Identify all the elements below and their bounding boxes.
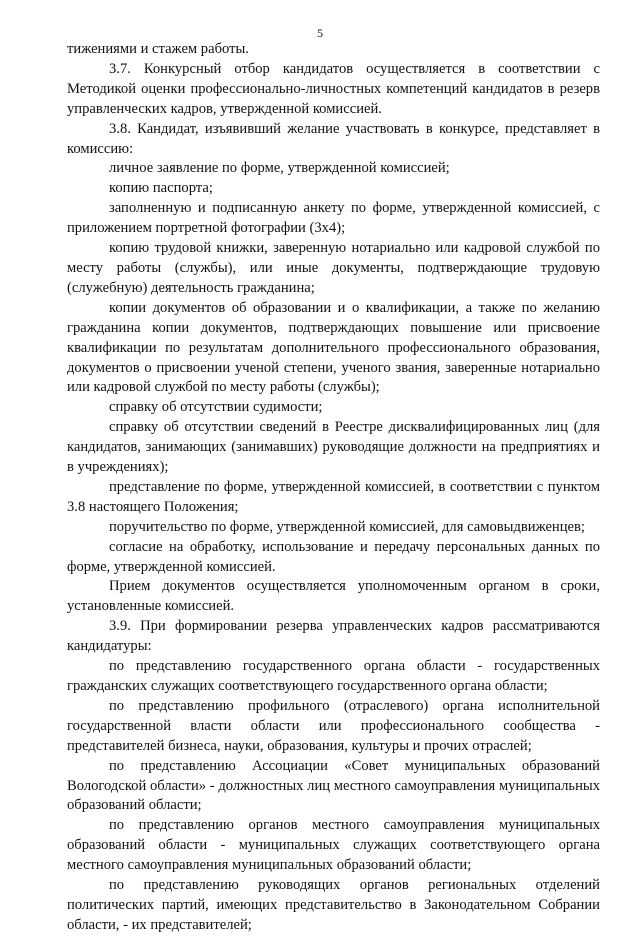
paragraph-1: тижениями и стажем работы. [67, 41, 249, 57]
document-body [67, 40, 600, 936]
paragraph-2: 3.7. Конкурсный отбор кандидатов осуществляется в соответствии с Методикой оценки профессионально-личностных компетенций кандидатов в резерв управленческих кадров, утвержденной комиссией. [67, 60, 600, 117]
paragraph-5: копию паспорта; [109, 180, 213, 197]
paragraph-20: по представлению руководящих органов региональных отделений политических партий, имеющих представительство в Законодательном Собрании области, - их представителей; [67, 877, 600, 933]
paragraph-16: по представлению государственного органа области - государственных гражданских служащих соответствующего государственного органа области; [67, 658, 600, 694]
paragraph-15: 3.9. При формировании резерва управленческих кадров рассматриваются кандидатуры: [67, 618, 600, 655]
page-number: 5 [317, 26, 323, 40]
paragraph-9: справку об отсутствии судимости; [109, 399, 323, 416]
paragraph-6: заполненную и подписанную анкету по форме, утвержденной комиссией, с приложением портретной фотографии (3х4); [67, 200, 600, 237]
paragraph-8: копии документов об образовании и о квалификации, а также по желанию гражданина копии документов, подтверждающих повышение или присвоение квалификации по результатам дополнительного профессионального образования, документов о присвоении ученой степени, ученого звания, заверенные нотариально или кадровой службой по месту работы (службы); [67, 299, 600, 396]
paragraph-12: поручительство по форме, утвержденной комиссией, для самовыдвиженцев; [109, 518, 585, 535]
paragraph-4: личное заявление по форме, утвержденной комиссией; [109, 160, 450, 177]
paragraph-11: представление по форме, утвержденной комиссией, в соответствии с пунктом 3.8 настоящего Положения; [67, 478, 600, 515]
paragraph-13: согласие на обработку, использование и передачу персональных данных по форме, утвержденной комиссией. [67, 538, 600, 575]
paragraph-10: справку об отсутствии сведений в Реестре дисквалифицированных лиц (для кандидатов, занимающих (занимавших) руководящие должности на предприятиях и в учреждениях); [67, 419, 600, 476]
paragraph-17: по представлению профильного (отраслевого) органа исполнительной государственной власти области или профессионального сообщества - представителей бизнеса, науки, образования, культуры и прочих отраслей; [67, 697, 600, 754]
paragraph-7: копию трудовой книжки, заверенную нотариально или кадровой службой по месту работы (службы), или иные документы, подтверждающие трудовую (служебную) деятельность гражданина; [67, 240, 600, 296]
paragraph-18: по представлению Ассоциации «Совет муниципальных образований Вологодской области» - должностных лиц местного самоуправления муниципальных образований области; [67, 757, 600, 814]
paragraph-14: Прием документов осуществляется уполномоченным органом в сроки, установленные комиссией. [67, 578, 600, 615]
paragraph-19: по представлению органов местного самоуправления муниципальных образований области - муниципальных служащих соответствующего органа местного самоуправления муниципальных образований области; [67, 817, 600, 874]
paragraph-3: 3.8. Кандидат, изъявивший желание участвовать в конкурсе, представляет в комиссию: [67, 120, 600, 157]
